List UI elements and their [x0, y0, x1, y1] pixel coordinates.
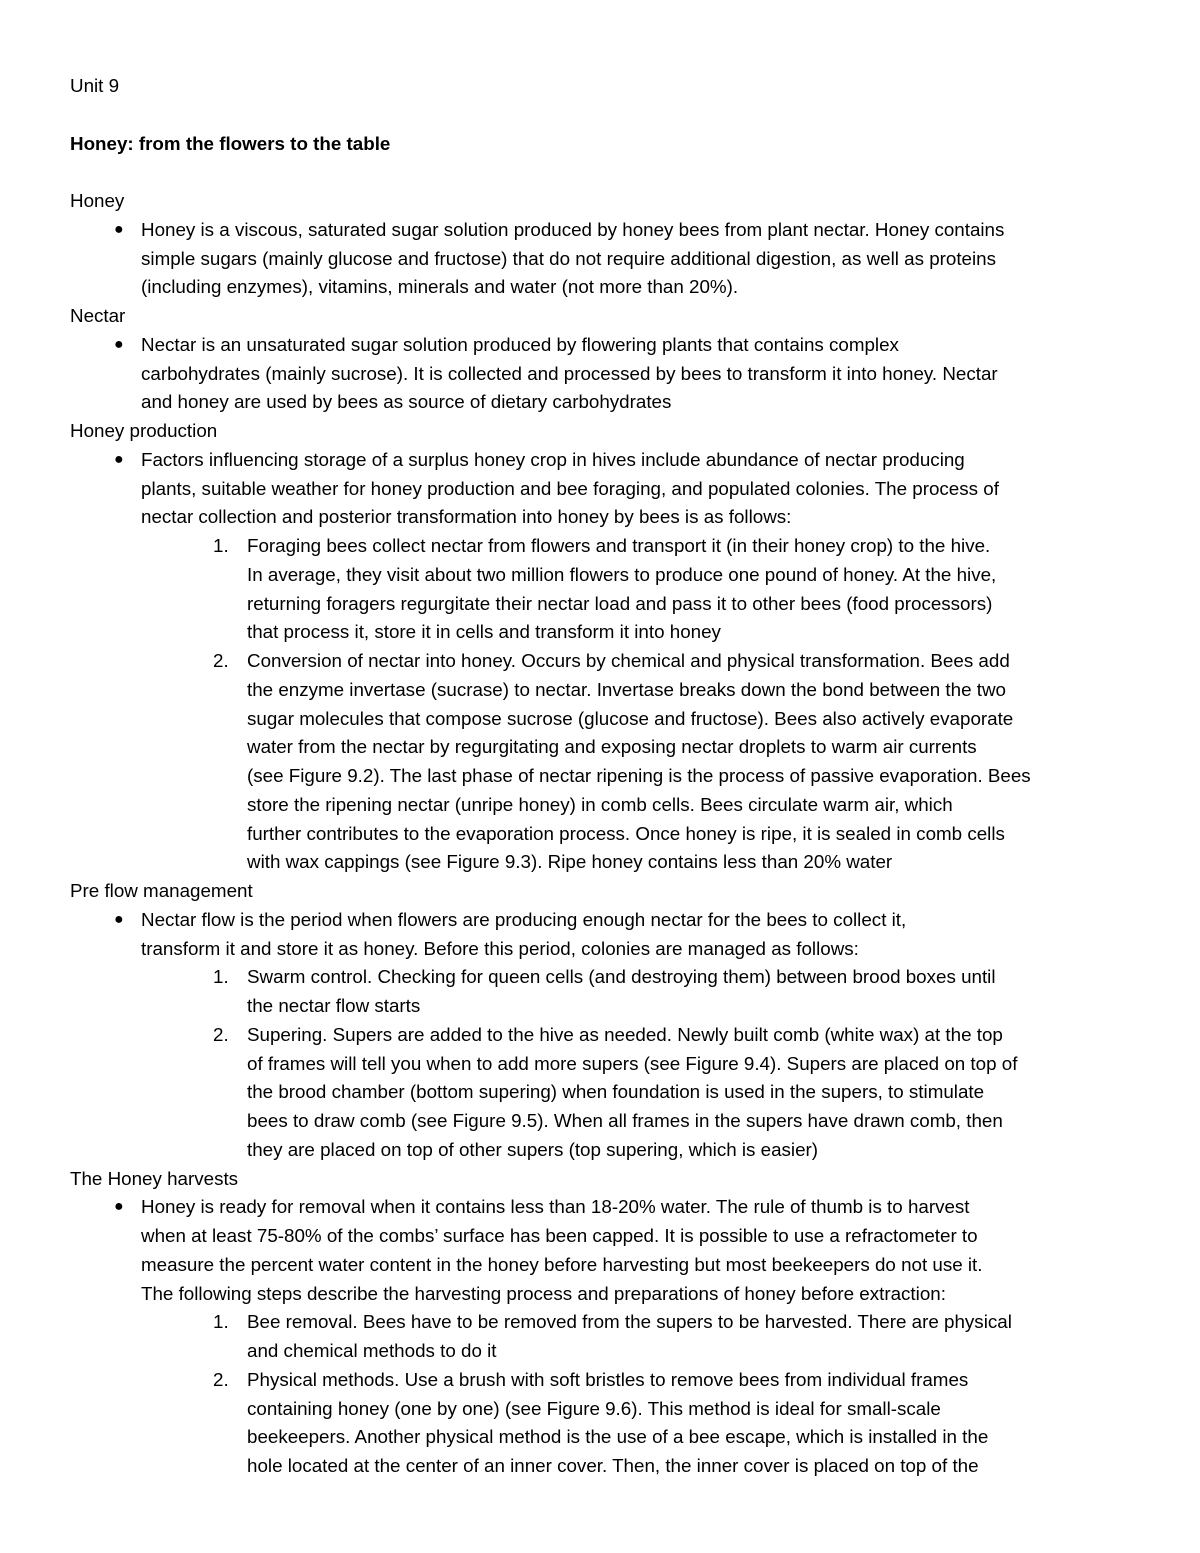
numbered-item-line — [70, 992, 1160, 1021]
item-text: containing honey (one by one) (see Figure 9.6). This method is ideal for small-scale — [247, 1397, 941, 1419]
numbered-item-line — [70, 733, 1160, 762]
numbered-item-line — [70, 791, 1160, 820]
item-text: store the ripening nectar (unripe honey) in comb cells. Bees circulate warm air, which — [247, 793, 953, 815]
numbered-item-line — [70, 1308, 1160, 1337]
bullet-text: and honey are used by bees as source of dietary carbohydrates — [141, 391, 672, 413]
numbered-item-line — [70, 1107, 1160, 1136]
bullet-text: measure the percent water content in the honey before harvesting but most beekeepers do not use it. — [141, 1253, 983, 1275]
numbered-item-line — [70, 561, 1160, 590]
numbered-item-line — [70, 1395, 1160, 1424]
bullet-line — [70, 388, 1160, 417]
item-text: In average, they visit about two million flowers to produce one pound of honey. At the hive, — [247, 563, 997, 585]
item-number: 1. — [213, 966, 229, 988]
bullet-line — [70, 245, 1160, 274]
document-title: Honey: from the flowers to the table — [70, 132, 391, 154]
item-text: that process it, store it in cells and transform it into honey — [247, 621, 721, 643]
bullet-text: simple sugars (mainly glucose and fructose) that do not require additional digestion, as well as proteins — [141, 247, 997, 269]
numbered-item-line — [70, 1136, 1160, 1165]
numbered-item-line — [70, 963, 1160, 992]
section-heading: The Honey harvests — [70, 1167, 239, 1189]
section-heading: Nectar — [70, 305, 126, 326]
bullet-text: Nectar flow is the period when flowers are producing enough nectar for the bees to collect it, — [141, 908, 907, 930]
numbered-item-line — [70, 820, 1160, 849]
bullet-text: The following steps describe the harvesting process and preparations of honey before extraction: — [141, 1282, 946, 1304]
item-text: bees to draw comb (see Figure 9.5). When all frames in the supers have drawn comb, then — [247, 1110, 1003, 1131]
bullet-text: transform it and store it as honey. Before this period, colonies are managed as follows: — [141, 937, 859, 959]
item-text: hole located at the center of an inner cover. Then, the inner cover is placed on top of the — [247, 1455, 979, 1476]
bullet-icon: ● — [114, 910, 124, 928]
item-text: Foraging bees collect nectar from flowers and transport it (in their honey crop) to the hive. — [247, 535, 991, 556]
item-text: Physical methods. Use a brush with soft bristles to remove bees from individual frames — [247, 1368, 969, 1390]
numbered-item-line — [70, 1366, 1160, 1395]
item-text: Bee removal. Bees have to be removed from the supers to be harvested. There are physical — [247, 1311, 1012, 1333]
item-text: the enzyme invertase (sucrase) to nectar. Invertase breaks down the bond between the two — [247, 678, 1006, 700]
item-text: Supering. Supers are added to the hive as needed. Newly built comb (white wax) at the top — [247, 1023, 1003, 1045]
item-text: sugar molecules that compose sucrose (glucose and fructose). Bees also actively evaporate — [247, 707, 1014, 729]
item-number: 2. — [213, 650, 229, 671]
bullet-line — [70, 935, 1160, 964]
item-text: the brood chamber (bottom supering) when foundation is used in the supers, to stimulate — [247, 1081, 985, 1103]
item-text: returning foragers regurgitate their nectar load and pass it to other bees (food processors) — [247, 592, 993, 614]
section — [70, 417, 1160, 877]
numbered-item-line — [70, 762, 1160, 791]
numbered-item-line — [70, 1078, 1160, 1107]
bullet-icon: ● — [114, 220, 124, 238]
numbered-item-line — [70, 705, 1160, 734]
bullet-text: when at least 75-80% of the combs’ surface has been capped. It is possible to use a refractometer to — [141, 1225, 978, 1246]
item-text: they are placed on top of other supers (top supering, which is easier) — [247, 1138, 819, 1160]
numbered-item-line — [70, 848, 1160, 877]
numbered-item-line — [70, 647, 1160, 676]
section — [70, 877, 1160, 1165]
bullet-line — [70, 475, 1160, 504]
bullet-line — [70, 446, 1160, 475]
bullet-text: carbohydrates (mainly sucrose). It is collected and processed by bees to transform it into honey. Nectar — [141, 362, 998, 384]
numbered-item-line — [70, 1337, 1160, 1366]
item-text: Conversion of nectar into honey. Occurs by chemical and physical transformation. Bees add — [247, 650, 1010, 671]
bullet-icon: ● — [114, 335, 124, 353]
bullet-line — [70, 360, 1160, 389]
item-number: 1. — [213, 1311, 229, 1333]
bullet-line — [70, 1222, 1160, 1251]
numbered-item-line — [70, 1021, 1160, 1050]
item-number: 2. — [213, 1023, 229, 1045]
item-text: the nectar flow starts — [247, 995, 421, 1016]
item-text: of frames will tell you when to add more supers (see Figure 9.4). Supers are placed on top of — [247, 1052, 1018, 1074]
section-heading: Honey — [70, 190, 125, 211]
numbered-item-line — [70, 532, 1160, 561]
item-number: 1. — [213, 535, 229, 556]
section — [70, 1165, 1160, 1481]
document-page — [70, 72, 1160, 1481]
bullet-line — [70, 331, 1160, 360]
bullet-text: nectar collection and posterior transformation into honey by bees is as follows: — [141, 506, 792, 528]
item-text: beekeepers. Another physical method is the use of a bee escape, which is installed in the — [247, 1426, 989, 1448]
bullet-line — [70, 1251, 1160, 1280]
numbered-item-line — [70, 676, 1160, 705]
numbered-item-line — [70, 1423, 1160, 1452]
item-number: 2. — [213, 1368, 229, 1390]
numbered-item-line — [70, 1452, 1160, 1481]
bullet-line — [70, 1193, 1160, 1222]
unit-label: Unit 9 — [70, 75, 120, 96]
item-text: water from the nectar by regurgitating and exposing nectar droplets to warm air currents — [247, 736, 977, 758]
item-text: and chemical methods to do it — [247, 1340, 497, 1361]
bullet-text: Nectar is an unsaturated sugar solution produced by flowering plants that contains complex — [141, 333, 899, 355]
bullet-text: (including enzymes), vitamins, minerals and water (not more than 20%). — [141, 276, 739, 298]
bullet-icon: ● — [114, 1198, 124, 1216]
item-text: Swarm control. Checking for queen cells (and destroying them) between brood boxes until — [247, 966, 996, 988]
numbered-item-line — [70, 618, 1160, 647]
item-text: further contributes to the evaporation process. Once honey is ripe, it is sealed in comb cells — [247, 822, 1005, 844]
bullet-text: Factors influencing storage of a surplus honey crop in hives include abundance of nectar producing — [141, 448, 965, 470]
item-text: with wax cappings (see Figure 9.3). Ripe honey contains less than 20% water — [247, 851, 893, 873]
bullet-text: plants, suitable weather for honey production and bee foraging, and populated colonies. The process of — [141, 477, 999, 499]
bullet-line — [70, 503, 1160, 532]
section — [70, 302, 1160, 417]
section — [70, 187, 1160, 302]
numbered-item-line — [70, 1050, 1160, 1079]
bullet-icon: ● — [114, 450, 124, 468]
sections — [70, 187, 1160, 1481]
bullet-line — [70, 273, 1160, 302]
bullet-text: Honey is a viscous, saturated sugar solution produced by honey bees from plant nectar. Honey contains — [141, 218, 1005, 240]
item-text: (see Figure 9.2). The last phase of nectar ripening is the process of passive evaporation. Bees — [247, 765, 1031, 786]
bullet-line — [70, 216, 1160, 245]
bullet-line — [70, 906, 1160, 935]
numbered-item-line — [70, 590, 1160, 619]
section-heading: Pre flow management — [70, 880, 253, 901]
bullet-text: Honey is ready for removal when it contains less than 18-20% water. The rule of thumb is to harvest — [141, 1196, 970, 1218]
section-heading: Honey production — [70, 420, 218, 441]
bullet-line — [70, 1280, 1160, 1309]
